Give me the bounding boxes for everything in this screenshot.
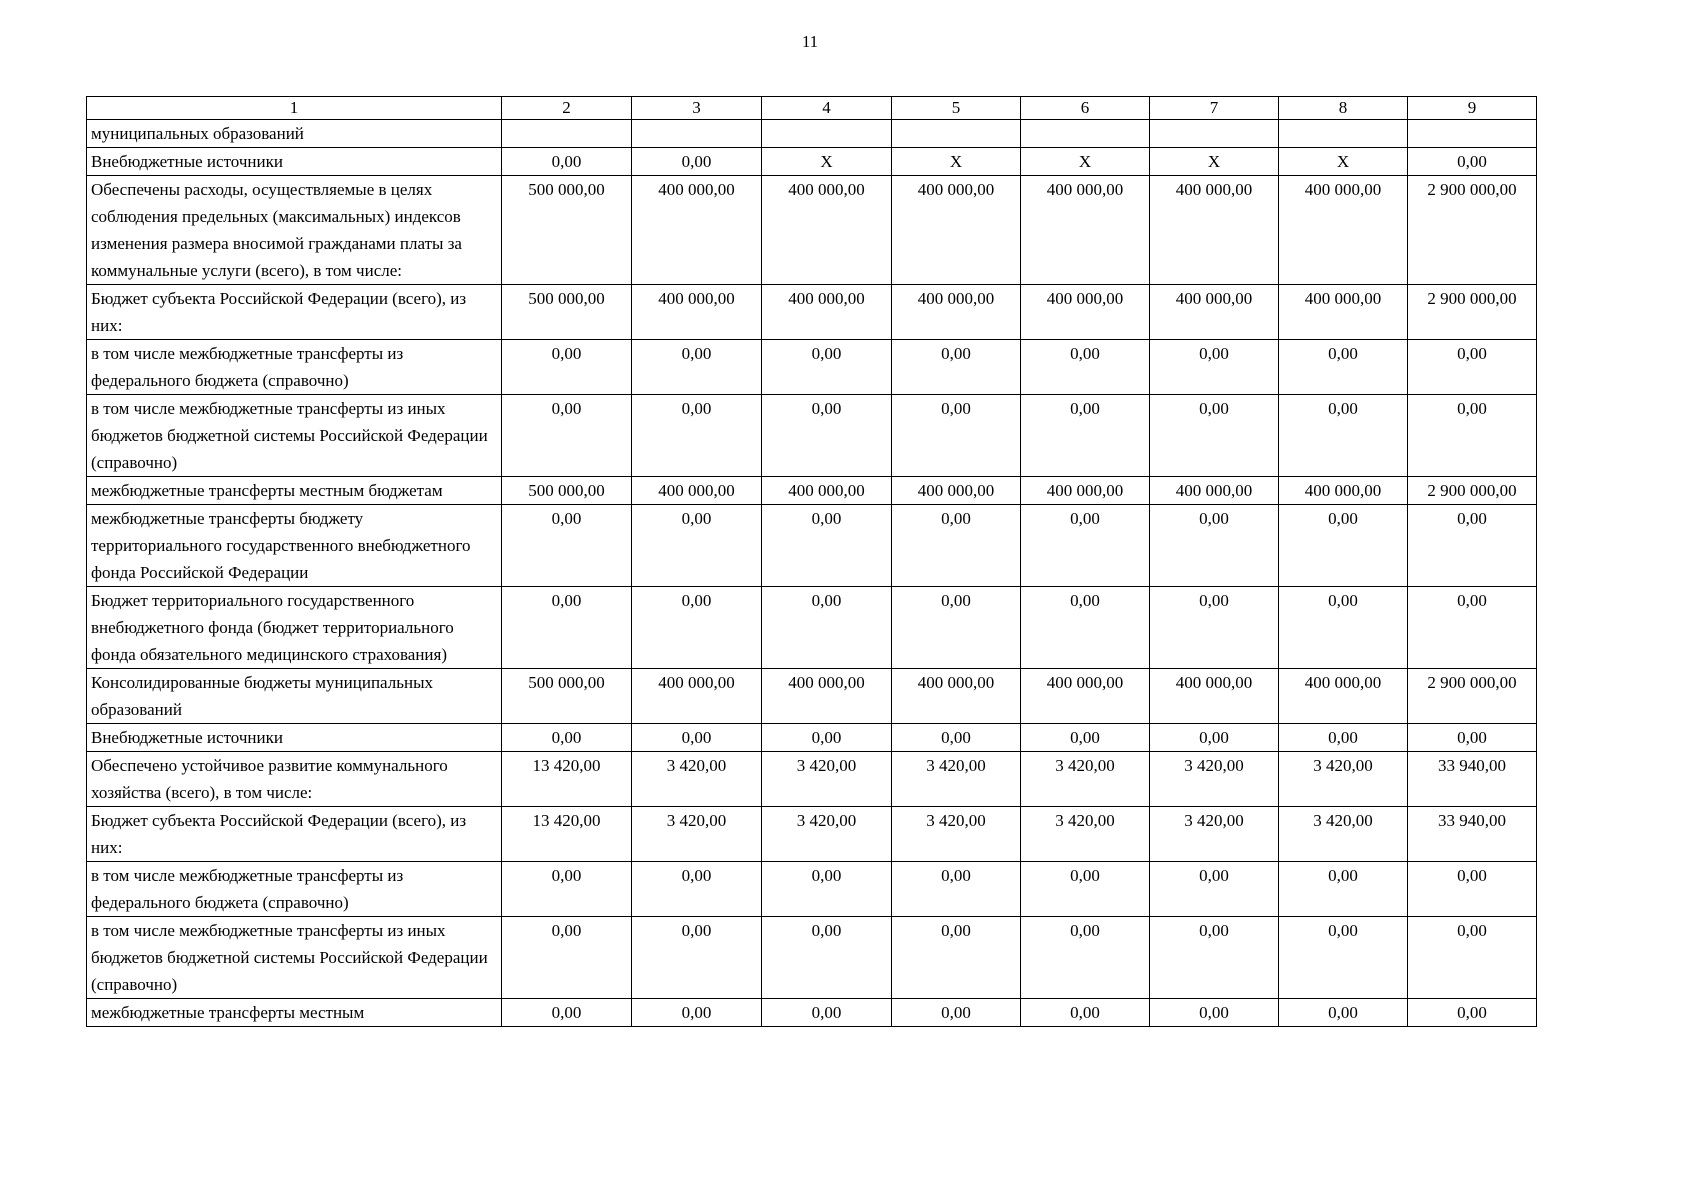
value-cell: 0,00	[1150, 724, 1279, 752]
value-cell: 3 420,00	[1150, 752, 1279, 807]
value-cell: 0,00	[502, 724, 632, 752]
value-cell: 0,00	[1021, 862, 1150, 917]
value-cell: 400 000,00	[1021, 285, 1150, 340]
value-cell: 0,00	[1408, 917, 1537, 999]
value-cell: 0,00	[892, 862, 1021, 917]
value-cell: 0,00	[762, 862, 892, 917]
value-cell: 2 900 000,00	[1408, 285, 1537, 340]
value-cell: 3 420,00	[1021, 807, 1150, 862]
value-cell: 400 000,00	[762, 176, 892, 285]
value-cell: 0,00	[1408, 999, 1537, 1027]
value-cell: 0,00	[1279, 999, 1408, 1027]
value-cell: 400 000,00	[892, 176, 1021, 285]
value-cell: 2 900 000,00	[1408, 669, 1537, 724]
value-cell: 0,00	[892, 505, 1021, 587]
value-cell: 0,00	[1408, 505, 1537, 587]
value-cell: 3 420,00	[632, 752, 762, 807]
value-cell	[1408, 120, 1537, 148]
table-row	[87, 285, 1537, 340]
row-label: Консолидированные бюджеты муниципальных образований	[87, 669, 502, 724]
value-cell: 0,00	[892, 340, 1021, 395]
value-cell: 400 000,00	[892, 285, 1021, 340]
value-cell: 13 420,00	[502, 752, 632, 807]
row-label: Обеспечены расходы, осуществляемые в целях соблюдения предельных (максимальных) индексов изменения размера вносимой гражданами платы за коммунальные услуги (всего), в том числе:	[87, 176, 502, 285]
value-cell: 400 000,00	[762, 285, 892, 340]
value-cell: 0,00	[1408, 587, 1537, 669]
value-cell: 0,00	[762, 340, 892, 395]
row-label: в том числе межбюджетные трансферты из иных бюджетов бюджетной системы Российской Федерации (справочно)	[87, 395, 502, 477]
row-label: Бюджет субъекта Российской Федерации (всего), из них:	[87, 807, 502, 862]
value-cell: 400 000,00	[1021, 669, 1150, 724]
value-cell: 0,00	[1021, 340, 1150, 395]
value-cell: 0,00	[1279, 395, 1408, 477]
value-cell: 0,00	[502, 999, 632, 1027]
value-cell: 0,00	[502, 505, 632, 587]
value-cell: 500 000,00	[502, 285, 632, 340]
value-cell: 0,00	[892, 999, 1021, 1027]
column-number: 1	[87, 97, 502, 120]
value-cell: 2 900 000,00	[1408, 176, 1537, 285]
value-cell: 3 420,00	[762, 807, 892, 862]
value-cell: 400 000,00	[1279, 669, 1408, 724]
value-cell: 0,00	[632, 148, 762, 176]
row-label: Обеспечено устойчивое развитие коммунального хозяйства (всего), в том числе:	[87, 752, 502, 807]
value-cell: 0,00	[1021, 724, 1150, 752]
value-cell: X	[1021, 148, 1150, 176]
table-row	[87, 807, 1537, 862]
value-cell: 0,00	[1408, 395, 1537, 477]
value-cell: 0,00	[1279, 587, 1408, 669]
value-cell: 0,00	[892, 395, 1021, 477]
value-cell: 0,00	[1279, 917, 1408, 999]
value-cell: 0,00	[1408, 340, 1537, 395]
value-cell: 0,00	[1279, 340, 1408, 395]
column-number: 4	[762, 97, 892, 120]
page-number: 11	[801, 32, 819, 51]
value-cell: 0,00	[1408, 724, 1537, 752]
row-label: межбюджетные трансферты бюджету территориального государственного внебюджетного фонда Российской Федерации	[87, 505, 502, 587]
value-cell: X	[892, 148, 1021, 176]
value-cell: 33 940,00	[1408, 752, 1537, 807]
value-cell: 400 000,00	[1150, 285, 1279, 340]
value-cell: 3 420,00	[892, 807, 1021, 862]
value-cell	[1150, 120, 1279, 148]
value-cell: 0,00	[1021, 395, 1150, 477]
value-cell: 0,00	[1150, 917, 1279, 999]
value-cell: 33 940,00	[1408, 807, 1537, 862]
value-cell: 0,00	[632, 724, 762, 752]
value-cell: 3 420,00	[1279, 752, 1408, 807]
value-cell: 400 000,00	[892, 669, 1021, 724]
value-cell: 0,00	[762, 505, 892, 587]
value-cell: 3 420,00	[762, 752, 892, 807]
value-cell: 0,00	[1279, 505, 1408, 587]
column-number: 6	[1021, 97, 1150, 120]
table-row	[87, 724, 1537, 752]
value-cell: 0,00	[1150, 395, 1279, 477]
value-cell: 0,00	[1408, 862, 1537, 917]
value-cell: 2 900 000,00	[1408, 477, 1537, 505]
value-cell: 3 420,00	[632, 807, 762, 862]
value-cell: 13 420,00	[502, 807, 632, 862]
value-cell: 3 420,00	[1279, 807, 1408, 862]
value-cell	[1021, 120, 1150, 148]
row-label: Внебюджетные источники	[87, 724, 502, 752]
row-label: Бюджет субъекта Российской Федерации (всего), из них:	[87, 285, 502, 340]
value-cell: X	[1150, 148, 1279, 176]
value-cell: 500 000,00	[502, 477, 632, 505]
value-cell: 400 000,00	[1150, 176, 1279, 285]
value-cell: 0,00	[1150, 505, 1279, 587]
table-row	[87, 176, 1537, 285]
value-cell: 0,00	[762, 587, 892, 669]
value-cell: 0,00	[502, 340, 632, 395]
row-label: в том числе межбюджетные трансферты из федерального бюджета (справочно)	[87, 340, 502, 395]
value-cell: 0,00	[632, 917, 762, 999]
value-cell: 400 000,00	[1279, 285, 1408, 340]
value-cell: 0,00	[1021, 917, 1150, 999]
row-label: в том числе межбюджетные трансферты из иных бюджетов бюджетной системы Российской Федерации (справочно)	[87, 917, 502, 999]
value-cell: 400 000,00	[632, 669, 762, 724]
value-cell: 3 420,00	[1150, 807, 1279, 862]
table-row	[87, 917, 1537, 999]
value-cell: 400 000,00	[632, 477, 762, 505]
value-cell: 0,00	[1408, 148, 1537, 176]
column-number: 2	[502, 97, 632, 120]
value-cell: 0,00	[632, 340, 762, 395]
table-row	[87, 862, 1537, 917]
value-cell: 0,00	[762, 395, 892, 477]
column-number: 9	[1408, 97, 1537, 120]
value-cell: 500 000,00	[502, 176, 632, 285]
row-label: межбюджетные трансферты местным	[87, 999, 502, 1027]
budget-table	[86, 96, 1537, 1027]
value-cell: 0,00	[1279, 862, 1408, 917]
value-cell: 0,00	[632, 505, 762, 587]
value-cell: 3 420,00	[892, 752, 1021, 807]
value-cell: 400 000,00	[1021, 477, 1150, 505]
value-cell: 0,00	[632, 587, 762, 669]
table-row	[87, 999, 1537, 1027]
value-cell: 0,00	[1150, 999, 1279, 1027]
table-row	[87, 340, 1537, 395]
value-cell: 500 000,00	[502, 669, 632, 724]
column-number: 5	[892, 97, 1021, 120]
value-cell: 400 000,00	[762, 477, 892, 505]
value-cell: 0,00	[762, 724, 892, 752]
value-cell: 400 000,00	[632, 285, 762, 340]
value-cell: 0,00	[1150, 587, 1279, 669]
table-row	[87, 148, 1537, 176]
value-cell: 400 000,00	[1279, 176, 1408, 285]
value-cell: 400 000,00	[632, 176, 762, 285]
value-cell	[502, 120, 632, 148]
value-cell: 0,00	[1279, 724, 1408, 752]
value-cell: 0,00	[1150, 340, 1279, 395]
value-cell: 0,00	[1150, 862, 1279, 917]
row-label: в том числе межбюджетные трансферты из федерального бюджета (справочно)	[87, 862, 502, 917]
table-row	[87, 587, 1537, 669]
column-number: 3	[632, 97, 762, 120]
value-cell: X	[762, 148, 892, 176]
value-cell	[892, 120, 1021, 148]
value-cell	[1279, 120, 1408, 148]
table-row	[87, 669, 1537, 724]
value-cell: 0,00	[632, 999, 762, 1027]
value-cell: 0,00	[502, 395, 632, 477]
value-cell: 0,00	[632, 395, 762, 477]
value-cell: 0,00	[762, 999, 892, 1027]
value-cell: 0,00	[502, 917, 632, 999]
column-number: 8	[1279, 97, 1408, 120]
value-cell: 0,00	[892, 917, 1021, 999]
table-row	[87, 120, 1537, 148]
value-cell: 0,00	[1021, 999, 1150, 1027]
row-label: муниципальных образований	[87, 120, 502, 148]
value-cell: 400 000,00	[1150, 669, 1279, 724]
column-number: 7	[1150, 97, 1279, 120]
row-label: межбюджетные трансферты местным бюджетам	[87, 477, 502, 505]
row-label: Бюджет территориального государственного внебюджетного фонда (бюджет территориального фонда обязательного медицинского страхования)	[87, 587, 502, 669]
value-cell	[762, 120, 892, 148]
value-cell	[632, 120, 762, 148]
value-cell: 0,00	[1021, 505, 1150, 587]
column-number-row	[87, 97, 1537, 120]
row-label: Внебюджетные источники	[87, 148, 502, 176]
table-row	[87, 395, 1537, 477]
value-cell: 400 000,00	[1150, 477, 1279, 505]
value-cell: 0,00	[502, 587, 632, 669]
value-cell: 0,00	[502, 148, 632, 176]
value-cell: 0,00	[892, 587, 1021, 669]
value-cell: 400 000,00	[1021, 176, 1150, 285]
table-row	[87, 752, 1537, 807]
table-row	[87, 505, 1537, 587]
value-cell: 0,00	[1021, 587, 1150, 669]
value-cell: 400 000,00	[1279, 477, 1408, 505]
value-cell: 3 420,00	[1021, 752, 1150, 807]
value-cell: X	[1279, 148, 1408, 176]
value-cell: 0,00	[632, 862, 762, 917]
table-row	[87, 477, 1537, 505]
value-cell: 400 000,00	[762, 669, 892, 724]
value-cell: 0,00	[502, 862, 632, 917]
value-cell: 400 000,00	[892, 477, 1021, 505]
value-cell: 0,00	[892, 724, 1021, 752]
value-cell: 0,00	[762, 917, 892, 999]
